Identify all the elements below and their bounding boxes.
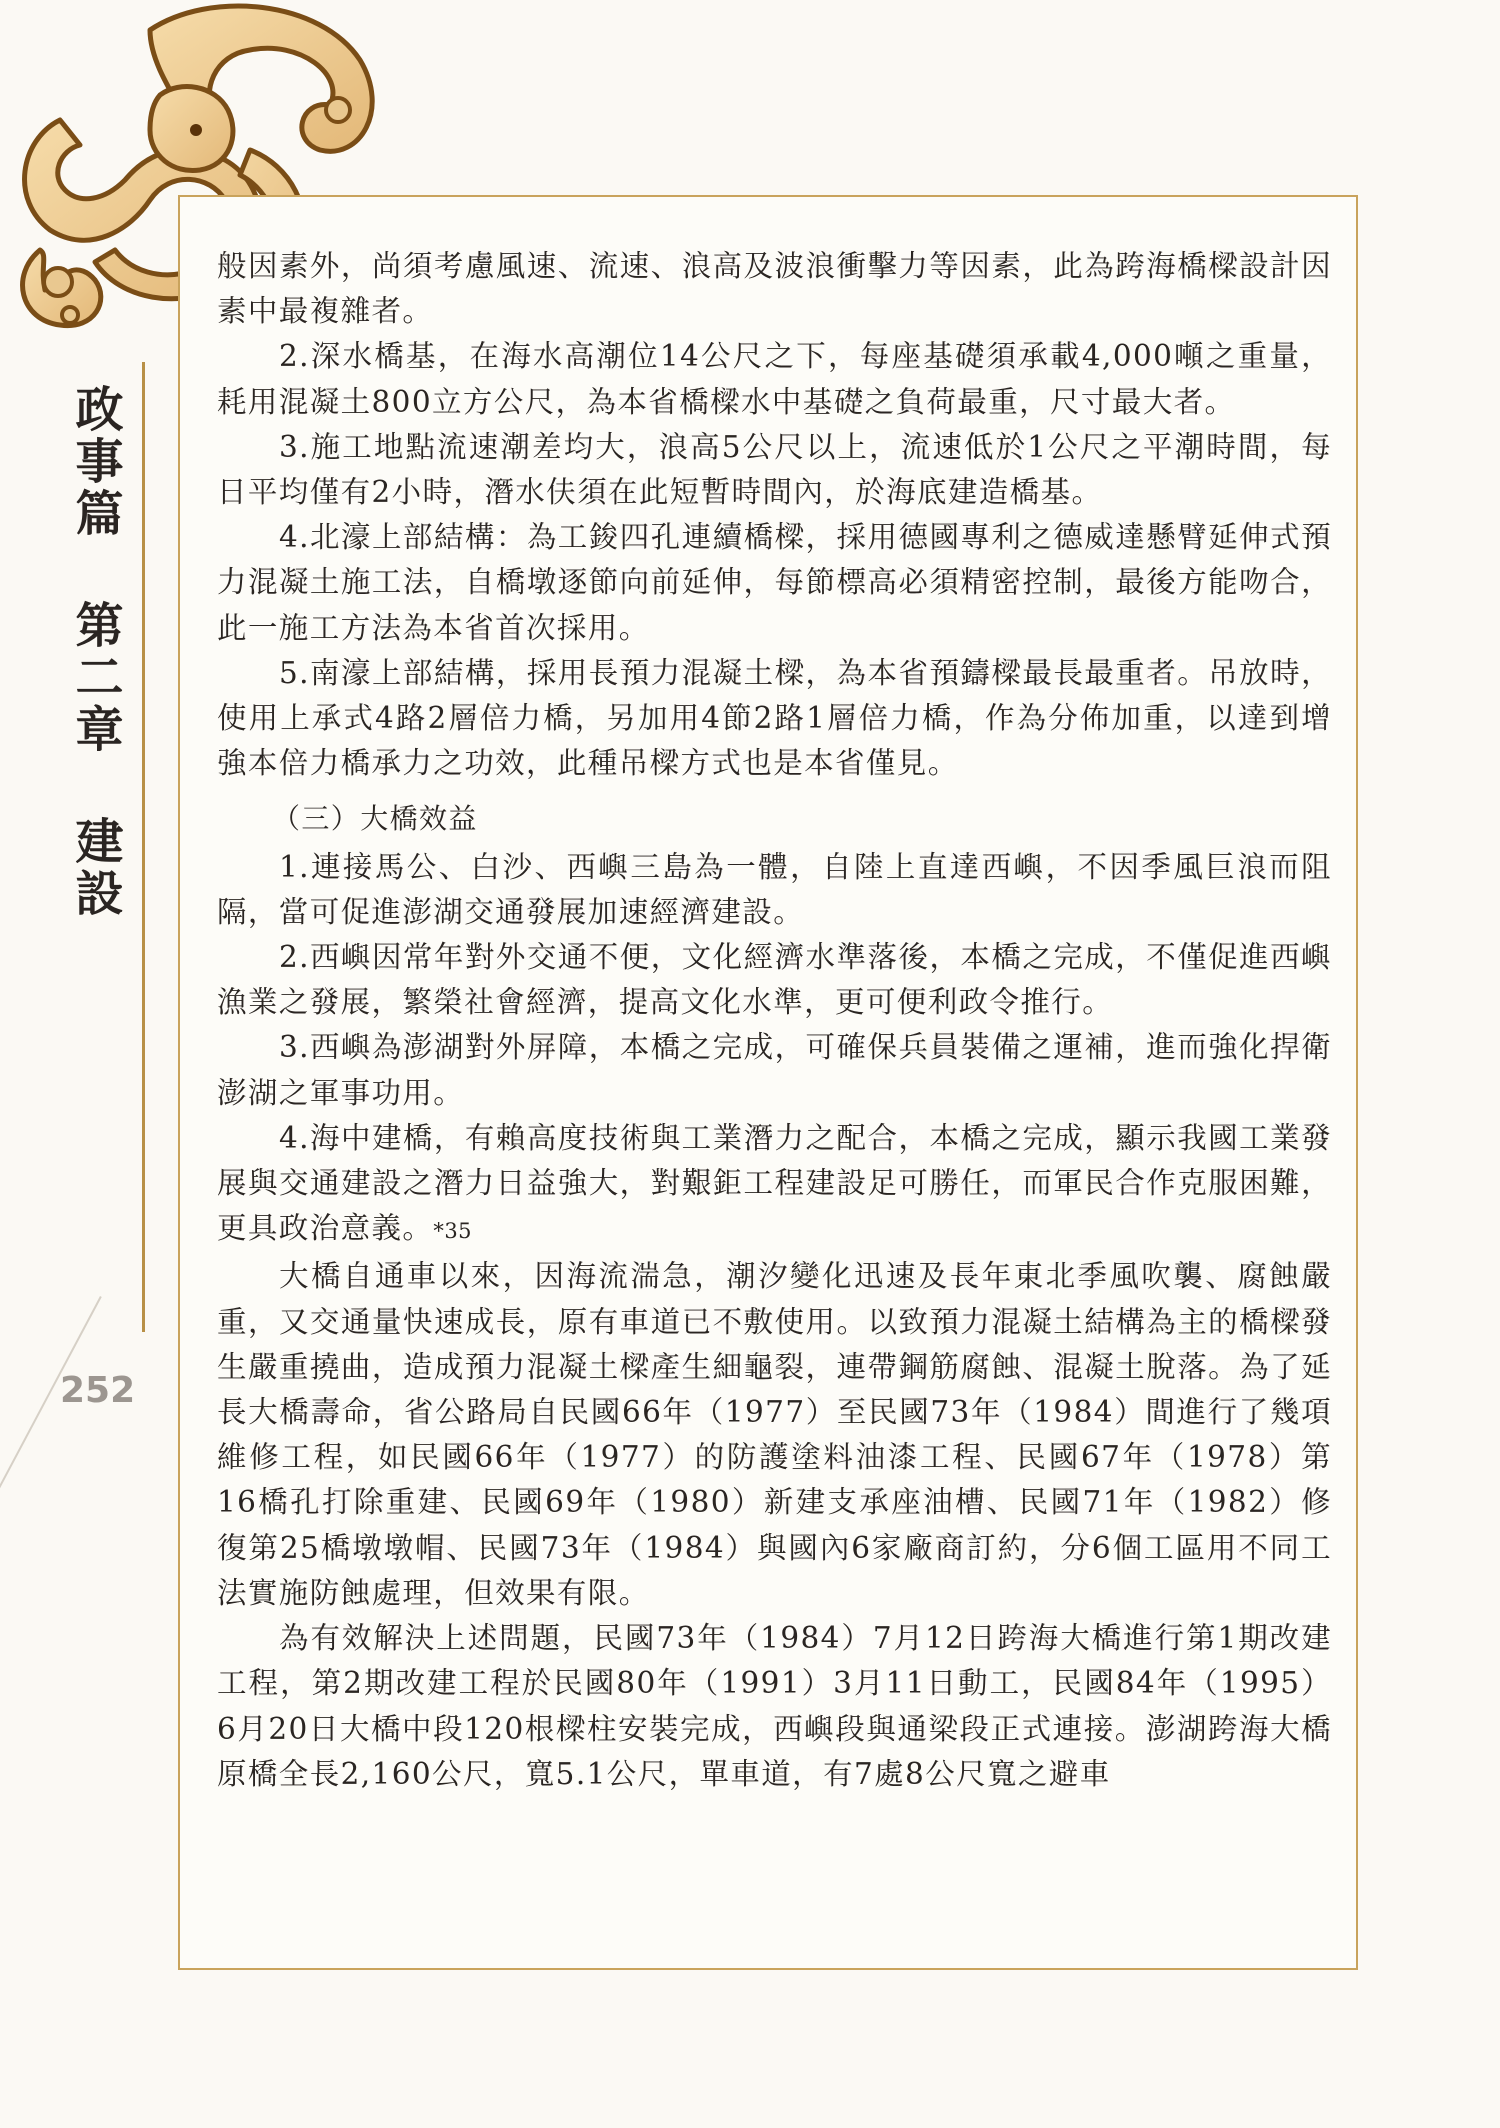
paragraph	[217, 935, 1332, 1025]
footnote-marker: *35	[433, 1219, 473, 1244]
paragraph-text: 3.施工地點流速潮差均大，浪高5公尺以上，流速低於1公尺之平潮時間，每日平均僅有2小時，潛水伕須在此短暫時間內，於海底建造橋基。	[217, 429, 1332, 510]
paragraph	[217, 334, 1332, 424]
paragraph	[217, 515, 1332, 651]
paragraph	[217, 1116, 1332, 1255]
paragraph-text: 2.深水橋基，在海水高潮位14公尺之下，每座基礎須承載4,000噸之重量，耗用混凝土800立方公尺，為本省橋樑水中基礎之負荷最重，尺寸最大者。	[217, 339, 1332, 419]
paragraph	[217, 1616, 1332, 1797]
paragraph-text: 2.西嶼因常年對外交通不便，文化經濟水準落後，本橋之完成，不僅促進西嶼漁業之發展，繁榮社會經濟，提高文化水準，更可便利政令推行。	[217, 940, 1332, 1020]
paragraph-text: 3.西嶼為澎湖對外屏障，本橋之完成，可確保兵員裝備之運補，進而強化捍衛澎湖之軍事功用。	[217, 1030, 1332, 1110]
paragraph-text: 5.南濠上部結構，採用長預力混凝土樑，為本省預鑄樑最長最重者。吊放時，使用上承式4路2層倍力橋，另加用4節2路1層倍力橋，作為分佈加重，以達到增強本倍力橋承力之功效，此種吊樑方式也是本省僅見。	[217, 655, 1332, 781]
page-number: 252	[60, 1370, 136, 1411]
paragraph-text: 4.海中建橋，有賴高度技術與工業潛力之配合，本橋之完成，顯示我國工業發展與交通建設之潛力日益強大，對艱鉅工程建設足可勝任，而軍民合作克服困難，更具政治意義。	[217, 1120, 1332, 1246]
paragraph-text: 般因素外，尚須考慮風速、流速、浪高及波浪衝擊力等因素，此為跨海橋樑設計因素中最複雜者。	[217, 249, 1332, 329]
paragraph	[217, 1254, 1332, 1616]
paragraph-text: （三）大橋效益	[272, 802, 478, 836]
paragraph-text: 1.連接馬公、白沙、西嶼三島為一體，自陸上直達西嶼，不因季風巨浪而阻隔，當可促進澎湖交通發展加速經濟建設。	[217, 849, 1332, 929]
body-text	[217, 244, 1332, 1797]
chapter-title: 政事篇 第二章 建設	[67, 384, 123, 920]
paragraph	[217, 425, 1332, 515]
paragraph	[217, 651, 1332, 787]
paragraph-text: 大橋自通車以來，因海流湍急，潮汐變化迅速及長年東北季風吹襲、腐蝕嚴重，又交通量快速成長，原有車道已不敷使用。以致預力混凝土結構為主的橋樑發生嚴重撓曲，造成預力混凝土樑產生細龜裂，連帶鋼筋腐蝕、混凝土脫落。為了延長大橋壽命，省公路局自民國66年（1977）至民國73年（1984）間進行了幾項維修工程，如民國66年（1977）的防護塗料油漆工程、民國67年（1978）第16橋孔打除重建、民國69年（1980）新建支承座油槽、民國71年（1982）修復第25橋墩墩帽、民國73年（1984）與國內6家廠商訂約，分6個工區用不同工法實施防蝕處理，但效果有限。	[217, 1259, 1332, 1610]
paragraph-text: 為有效解決上述問題，民國73年（1984）7月12日跨海大橋進行第1期改建工程，第2期改建工程於民國80年（1991）3月11日動工，民國84年（1995）6月20日大橋中段120根樑柱安裝完成，西嶼段與通梁段正式連接。澎湖跨海大橋原橋全長2,160公尺，寬5.1公尺，單車道，有7處8公尺寬之避車	[217, 1621, 1332, 1791]
paragraph-text: 4.北濠上部結構：為工鋑四孔連續橋樑，採用德國專利之德威達懸臂延伸式預力混凝土施工法，自橋墩逐節向前延伸，每節標高必須精密控制，最後方能吻合，此一施工方法為本省首次採用。	[217, 520, 1332, 645]
paragraph	[217, 845, 1332, 935]
chapter-side-tab	[58, 362, 145, 1332]
paragraph	[217, 1025, 1332, 1115]
section-heading	[217, 796, 1332, 841]
paragraph	[217, 244, 1332, 334]
